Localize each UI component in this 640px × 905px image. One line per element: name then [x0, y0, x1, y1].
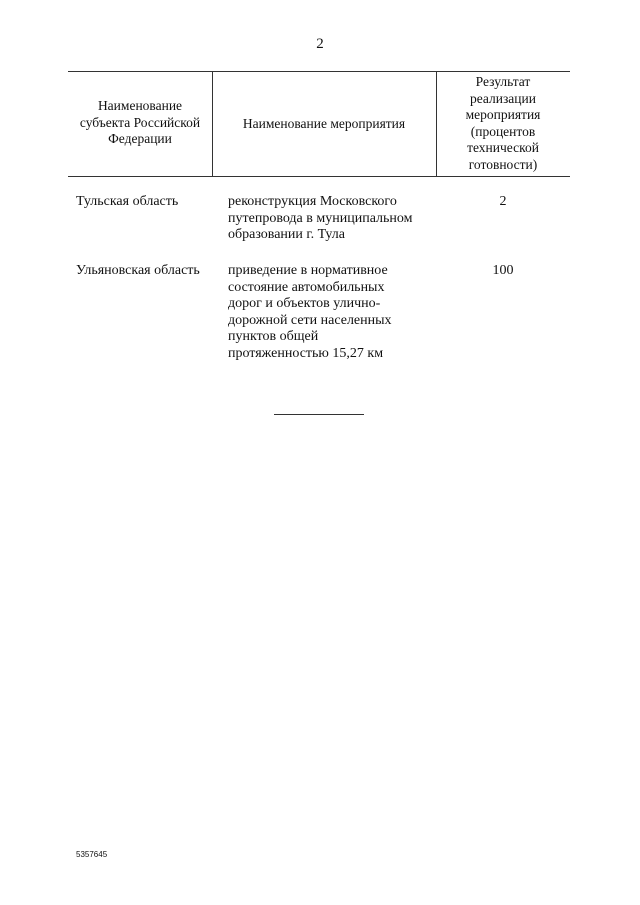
table-row-2-subject: Ульяновская область: [76, 263, 200, 278]
table-top-rule: [68, 71, 570, 72]
header-activity: Наименование мероприятия: [242, 116, 406, 131]
table-row-2-result: 100: [492, 263, 514, 278]
document-code: 5357645: [76, 850, 108, 859]
table-header-bottom-rule: [68, 176, 570, 177]
header-result: Результат реализации мероприятия (процентов технической готовности): [465, 74, 541, 172]
page-number: 2: [316, 36, 324, 52]
table-row-1-activity: реконструкция Московского путепровода в муниципальном образовании г. Тула: [228, 194, 413, 242]
end-of-document-rule: [274, 414, 364, 415]
table-row-2-activity: приведение в нормативное состояние автомобильных дорог и объектов улично- дорожной сети населенных пунктов общей протяженностью 15,27 км: [228, 263, 392, 361]
table-row-1-subject: Тульская область: [76, 194, 179, 209]
header-subject: Наименование субъекта Российской Федерации: [79, 98, 201, 146]
table-row-1-result: 2: [499, 194, 507, 209]
